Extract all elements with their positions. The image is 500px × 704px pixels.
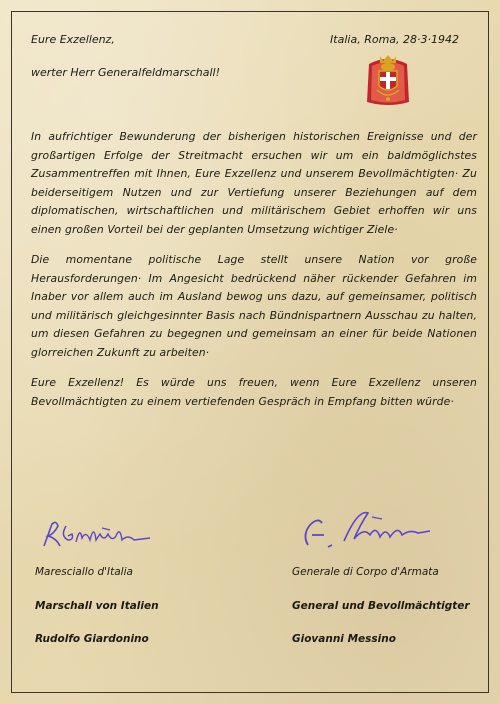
right-signatory-name: Giovanni Messino: [292, 633, 396, 645]
place-date: Italia, Roma, 28·3·1942: [330, 33, 459, 46]
greeting: werter Herr Generalfeldmarschall!: [31, 66, 220, 79]
paragraph-3: Eure Exzellenz! Es würde uns freuen, wenn Eure Exzellenz unseren Bevollmächtigten zu einem vertiefenden Gespräch in Empfang bitten würde·: [31, 376, 477, 408]
signature-right: [298, 505, 438, 553]
paragraph-1: In aufrichtiger Bewunderung der bisherigen historischen Ereignisse und der großartigen Erfolge der Streitmacht ersuchen wir um ein baldmöglichstes Zusammentreffen mit Ihnen, Eure Exzellenz und unserem Bevollmächtigten· Zu beiderseitigem Nutzen und zur Vertiefung unserer Beziehungen auf dem diplomatischen, wirtschaftlichen und militärischem Gebiet erhoffen wir uns einen großen Vorteil bei der geplanten Umsetzung wichtiger Ziele·: [31, 130, 477, 236]
salutation: Eure Exzellenz,: [31, 33, 115, 46]
left-signatory-name: Rudolfo Giardonino: [35, 633, 149, 645]
right-title-italian: Generale di Corpo d'Armata: [292, 566, 439, 578]
right-title-german: General und Bevollmächtigter: [292, 600, 470, 612]
coat-of-arms-icon: [363, 52, 413, 108]
paragraph-2: Die momentane politische Lage stellt unsere Nation vor große Herausforderungen· Im Angesicht bedrückend näher rückender Gefahren im Inaber vor allem auch im Ausland bewog uns dazu, auf gemeinsamer, politisch und militärisch gleichgesinnter Basis nach Bündnispartnern Ausschau zu halten, um diesen Gefahren zu begegnen und gemeinsam an einer für beide Nationen glorreichen Zukunft zu arbeiten·: [31, 253, 477, 359]
left-title-italian: Maresciallo d'Italia: [35, 566, 133, 578]
signature-left: [38, 516, 158, 552]
letter-body: [31, 128, 477, 423]
left-title-german: Marschall von Italien: [35, 600, 159, 612]
